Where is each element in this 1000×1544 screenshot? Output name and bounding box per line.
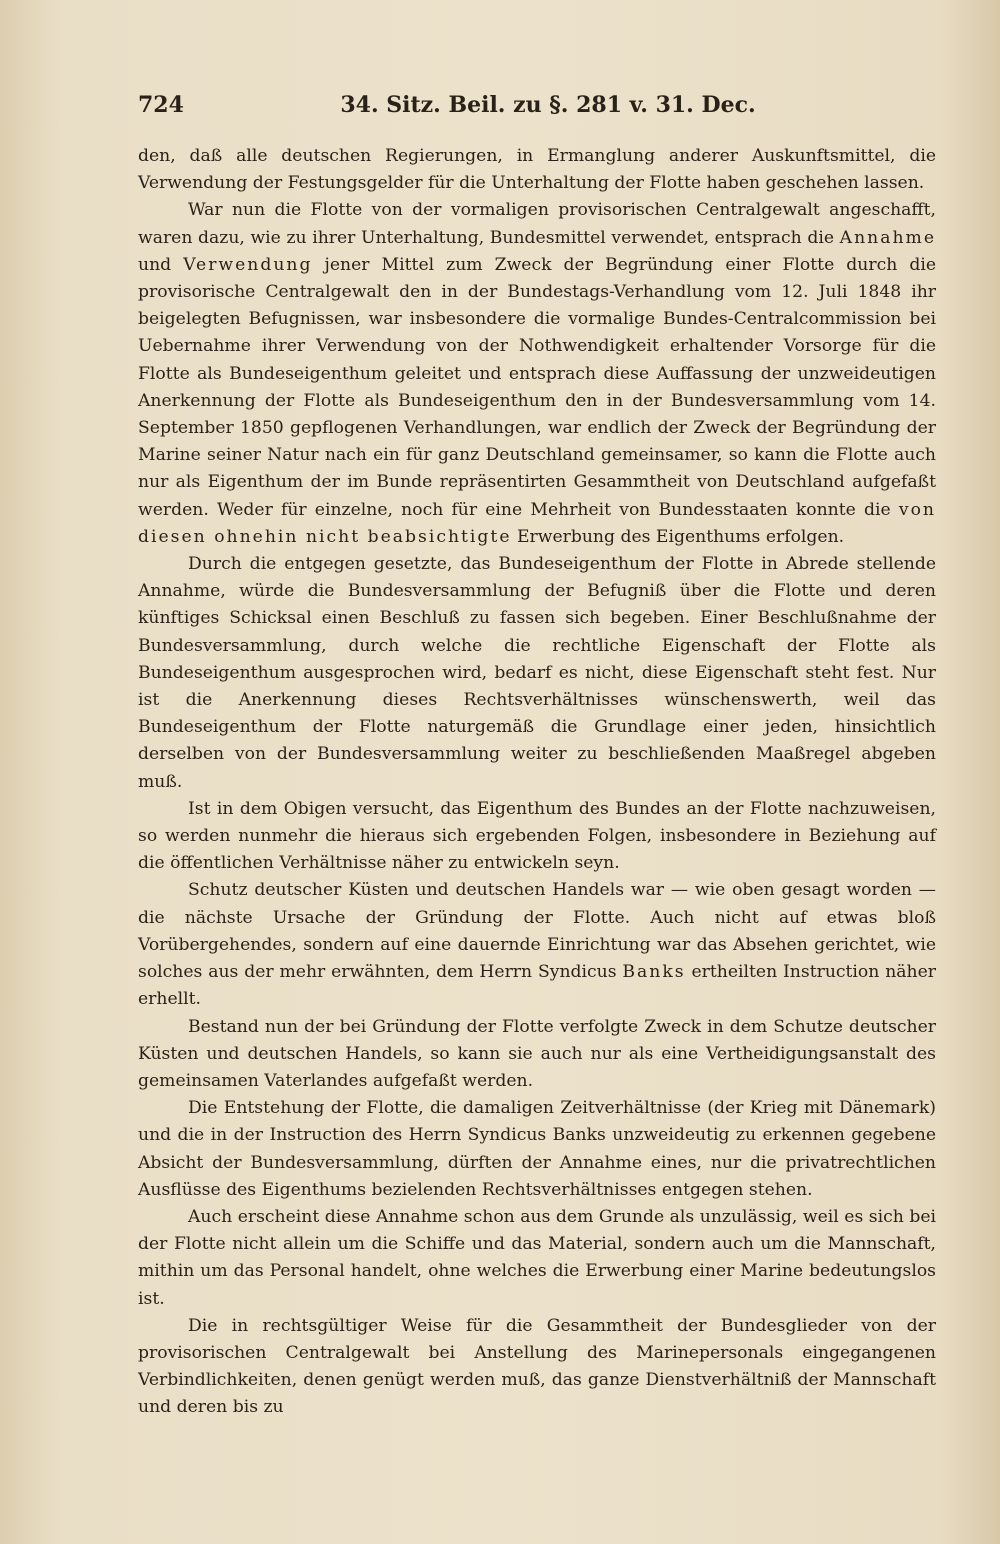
text-run: ertheilten Instruction näher erhellt. bbox=[138, 962, 936, 1010]
spaced-text: Banks bbox=[622, 962, 686, 983]
paragraph bbox=[138, 877, 936, 1013]
text-run: Erwerbung des Eigenthums erfolgen. bbox=[511, 526, 845, 547]
text-run: Schutz deutscher Küsten und deutschen Handels war — wie oben gesagt worden — die nächste Ursache der Gründung der Flotte. Auch nicht auf etwas bloß Vorübergehendes, sondern auf eine dauernde Einrichtung war das Absehen gerichtet, wie solches aus der mehr erwähnten, dem Herrn Syndicus bbox=[138, 880, 936, 983]
paragraph bbox=[138, 1204, 936, 1313]
paragraph bbox=[138, 1313, 936, 1422]
paragraph bbox=[138, 143, 936, 197]
text-run: Die in rechtsgültiger Weise für die Gesammtheit der Bundesglieder von der provisorischen Centralgewalt bei Anstellung des Marinepersonals eingegangenen Verbindlichkeiten, denen genügt werden muß, das ganze Dienstverhältniß der Mannschaft und deren bis zu bbox=[138, 1315, 936, 1418]
spaced-text: von diesen ohnehin nicht beabsichtigte bbox=[138, 499, 936, 547]
text-run: War nun die Flotte von der vormaligen provisorischen Centralgewalt angeschafft, waren dazu, wie zu ihrer Unterhaltung, Bundesmittel verwendet, entsprach die bbox=[138, 200, 936, 248]
text-run: Die Entstehung der Flotte, die damaligen Zeitverhältnisse (der Krieg mit Dänemark) und die in der Instruction des Herrn Syndicus Banks unzweideutig zu erkennen gegebene Absicht der Bundesversammlung, dürften der Annahme eines, nur die privatrechtlichen Ausflüsse des Eigenthums bezielenden Rechtsverhältnisses entgegen stehen. bbox=[138, 1098, 936, 1200]
text-run: Auch erscheint diese Annahme schon aus dem Grunde als unzulässig, weil es sich bei der Flotte nicht allein um die Schiffe und das Material, sondern auch um die Mannschaft, mithin um das Personal handelt, ohne welches die Erwerbung einer Marine bedeutungslos ist. bbox=[138, 1206, 936, 1309]
paragraph bbox=[138, 1095, 936, 1204]
page-number: 724 bbox=[138, 92, 184, 118]
text-run: jener Mittel zum Zweck der Begründung einer Flotte durch die provisorische Centralgewalt den in der Bundestags-Verhandlung vom 12. Juli 1848 ihr beigelegten Befugnissen, war insbesondere die vormalige Bundes-Centralcommission bei Uebernahme ihrer Verwendung von der Nothwendigkeit erhaltender Vorsorge für die Flotte als Bundeseigenthum geleitet und entsprach diese Auffassung der unzweideutigen Anerkennung der Flotte als Bundeseigenthum den in der Bundesversammlung vom 14. September 1850 gepflogenen Verhandlungen, war endlich der Zweck der Begründung der Marine seiner Natur nach ein für ganz Deutschland gemeinsamer, so kann die Flotte auch nur als Eigenthum der im Bunde repräsentirten Gesammtheit von Deutschland aufgefaßt werden. Weder für einzelne, noch für eine Mehrheit von Bundesstaaten konnte die bbox=[138, 254, 936, 520]
paragraph bbox=[138, 1014, 936, 1096]
body-text bbox=[138, 143, 936, 1422]
paragraph bbox=[138, 197, 936, 551]
paragraph bbox=[138, 551, 936, 796]
text-run: Bestand nun der bei Gründung der Flotte verfolgte Zweck in dem Schutze deutscher Küsten und deutschen Handels, so kann sie auch nur als eine Vertheidigungsanstalt des gemeinsamen Vaterlandes aufgefaßt werden. bbox=[138, 1016, 936, 1091]
spaced-text: Verwendung bbox=[183, 254, 313, 275]
text-run: Durch die entgegen gesetzte, das Bundeseigenthum der Flotte in Abrede stellende Annahme, würde die Bundesversammlung der Befugniß über die Flotte und deren künftiges Schicksal einen Beschluß zu fassen sich begeben. Einer Beschlußnahme der Bundesversammlung, durch welche die rechtliche Eigenschaft der Flotte als Bundeseigenthum ausgesprochen wird, bedarf es nicht, diese Eigenschaft steht fest. Nur ist die Anerkennung dieses Rechtsverhältnisses wünschenswerth, weil das Bundeseigenthum der Flotte naturgemäß die Grundlage einer jeden, hinsichtlich derselben von der Bundesversammlung weiter zu beschließenden Maaßregel abgeben muß. bbox=[138, 554, 936, 792]
page-header bbox=[138, 92, 938, 128]
paragraph bbox=[138, 796, 936, 878]
text-run: den, daß alle deutschen Regierungen, in Ermanglung anderer Auskunftsmittel, die Verwendung der Festungsgelder für die Unterhaltung der Flotte haben geschehen lassen. bbox=[138, 146, 936, 194]
text-run: Ist in dem Obigen versucht, das Eigenthum des Bundes an der Flotte nachzuweisen, so werden nunmehr die hieraus sich ergebenden Folgen, insbesondere in Beziehung auf die öffentlichen Verhältnisse näher zu entwickeln seyn. bbox=[138, 798, 936, 874]
spaced-text: Annahme bbox=[839, 227, 936, 248]
text-run: und bbox=[138, 254, 184, 275]
running-head: 34. Sitz. Beil. zu §. 281 v. 31. Dec. bbox=[340, 92, 756, 118]
